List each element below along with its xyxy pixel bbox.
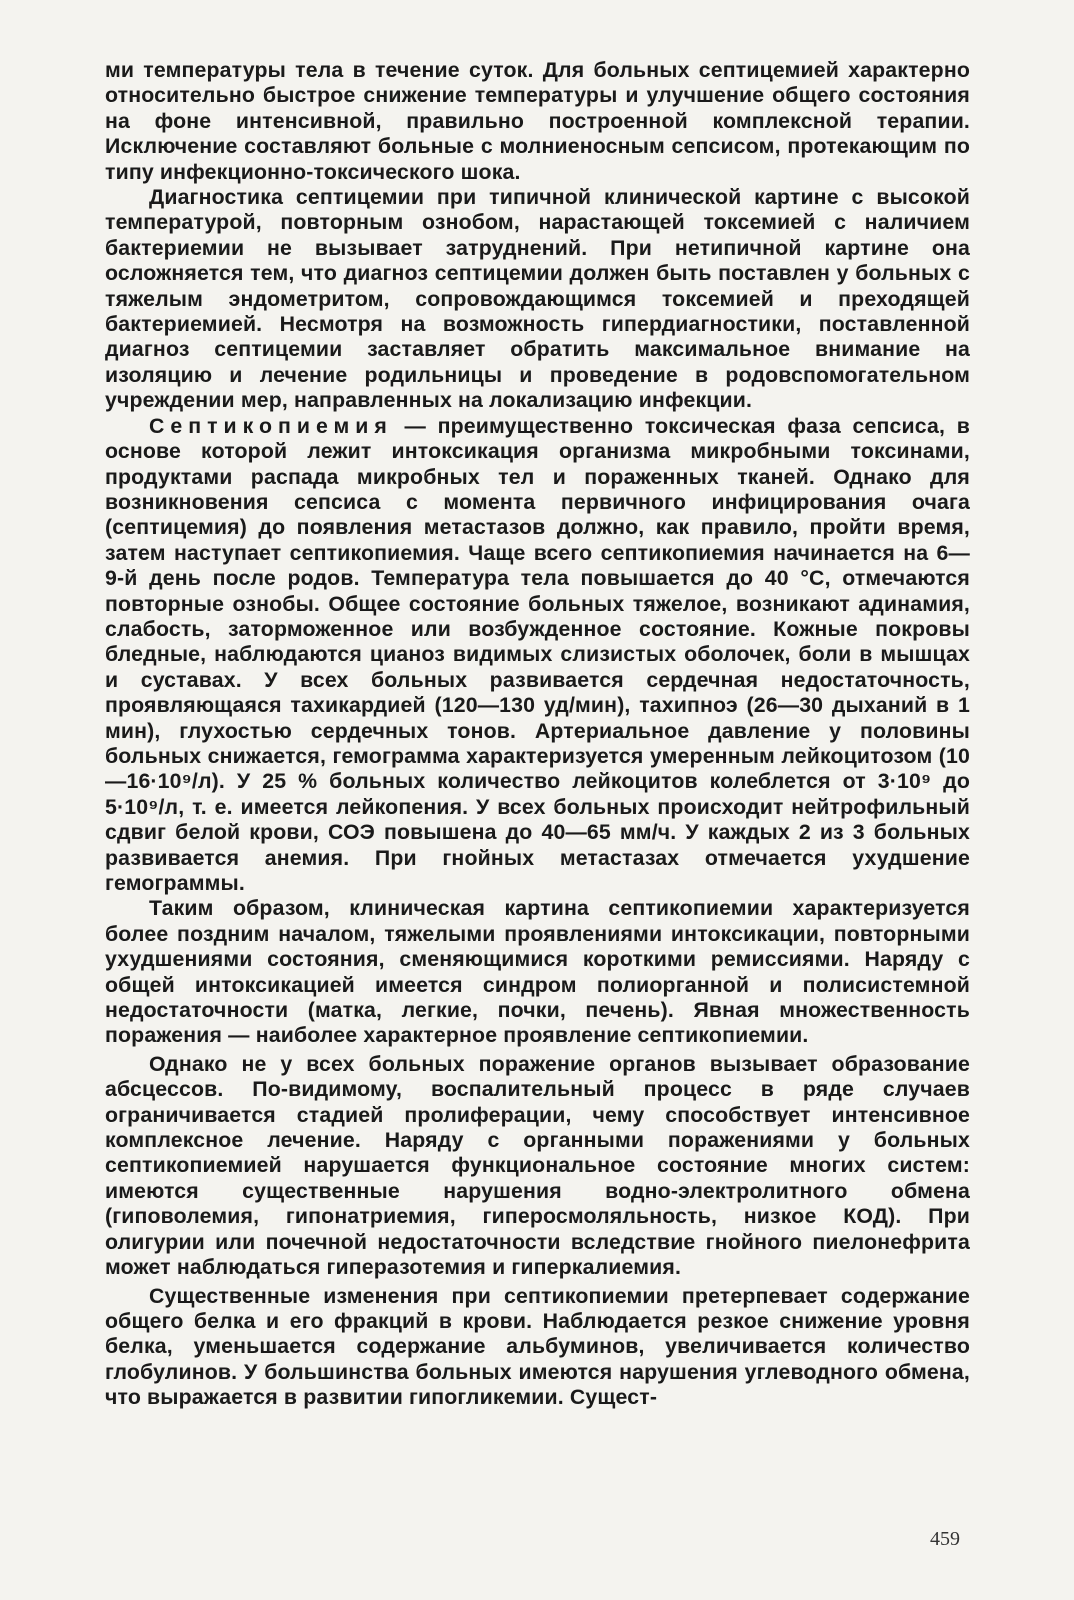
- paragraph-3-text: — преимущественно токсическая фаза сепсиса, в основе которой лежит интоксикация организма микробными токсинами, продуктами распада микробных тел и пораженных тканей. Однако для возникновения сепсиса с момента первичного инфицирования очага (септицемия) до появления метастазов должно, как правило, пройти время, затем наступает септикопиемия. Чаще всего септикопиемия начинается на 6—9-й день после родов. Температура тела повышается до 40 °C, отмечаются повторные ознобы. Общее состояние больных тяжелое, возникают адинамия, слабость, заторможенное или возбужденное состояние. Кожные покровы бледные, наблюдаются цианоз видимых слизистых оболочек, боли в мышцах и суставах. У всех больных развивается сердечная недостаточность, проявляющаяся тахикардией (120—130 уд/мин), тахипноэ (26—30 дыханий в 1 мин), глухостью сердечных тонов. Артериальное давление у половины больных снижается, гемограмма характеризуется умеренным лейкоцитозом (10—16·10⁹/л). У 25 % больных количество лейкоцитов колеблется от 3·10⁹ до 5·10⁹/л, т. е. имеется лейкопения. У всех больных происходит нейтрофильный сдвиг белой крови, СОЭ повышена до 40—65 мм/ч. У каждых 2 из 3 больных развивается анемия. При гнойных метастазах отмечается ухудшение гемограммы.: [105, 413, 970, 895]
- paragraph-3: [105, 414, 970, 897]
- paragraph-5: Однако не у всех больных поражение органов вызывает образование абсцессов. По-видимому, воспалительный процесс в ряде случаев ограничивается стадией пролиферации, чему способствует интенсивное комплексное лечение. Наряду с органными поражениями у больных септикопиемией нарушается функциональное состояние многих систем: имеются существенные нарушения водно-электролитного обмена (гиповолемия, гипонатриемия, гиперосмоляльность, низкое КОД). При олигурии или почечной недостаточности вследствие гнойного пиелонефрита может наблюдаться гиперазотемия и гиперкалиемия.: [105, 1051, 970, 1280]
- paragraph-2: Диагностика септицемии при типичной клинической картине с высокой температурой, повторным ознобом, нарастающей токсемией с наличием бактериемии не вызывает затруднений. При нетипичной картине она осложняется тем, что диагноз септицемии должен быть поставлен у больных с тяжелым эндометритом, сопровождающимся токсемией и преходящей бактериемией. Несмотря на возможность гипердиагностики, поставленной диагноз септицемии заставляет обратить максимальное внимание на изоляцию и лечение родильницы и проведение в родовспомогательном учреждении мер, направленных на локализацию инфекции.: [105, 185, 970, 413]
- paragraph-4: Таким образом, клиническая картина септикопиемии характеризуется более поздним началом, тяжелыми проявлениями интоксикации, повторными ухудшениями состояния, сменяющимися короткими ремиссиями. Наряду с общей интоксикацией имеется синдром полиорганной и полисистемной недостаточности (матка, легкие, почки, печень). Явная множественность поражения — наиболее характерное проявление септикопиемии.: [105, 896, 970, 1048]
- paragraph-6: Существенные изменения при септикопиемии претерпевает содержание общего белка и его фракций в крови. Наблюдается резкое снижение уровня белка, уменьшается содержание альбуминов, увеличивается количество глобулинов. У большинства больных имеются нарушения углеводного обмена, что выражается в развитии гипогликемии. Сущест-: [105, 1283, 970, 1410]
- body-text: [105, 58, 970, 1411]
- page-number: 459: [930, 1528, 960, 1550]
- paragraph-1: ми температуры тела в течение суток. Для больных септицемией характерно относительно быстрое снижение температуры и улучшение общего состояния на фоне интенсивной, правильно построенной комплексной терапии. Исключение составляют больные с молниеносным сепсисом, протекающим по типу инфекционно-токсического шока.: [105, 58, 970, 184]
- term-septicopyemia: Септикопиемия: [149, 413, 393, 438]
